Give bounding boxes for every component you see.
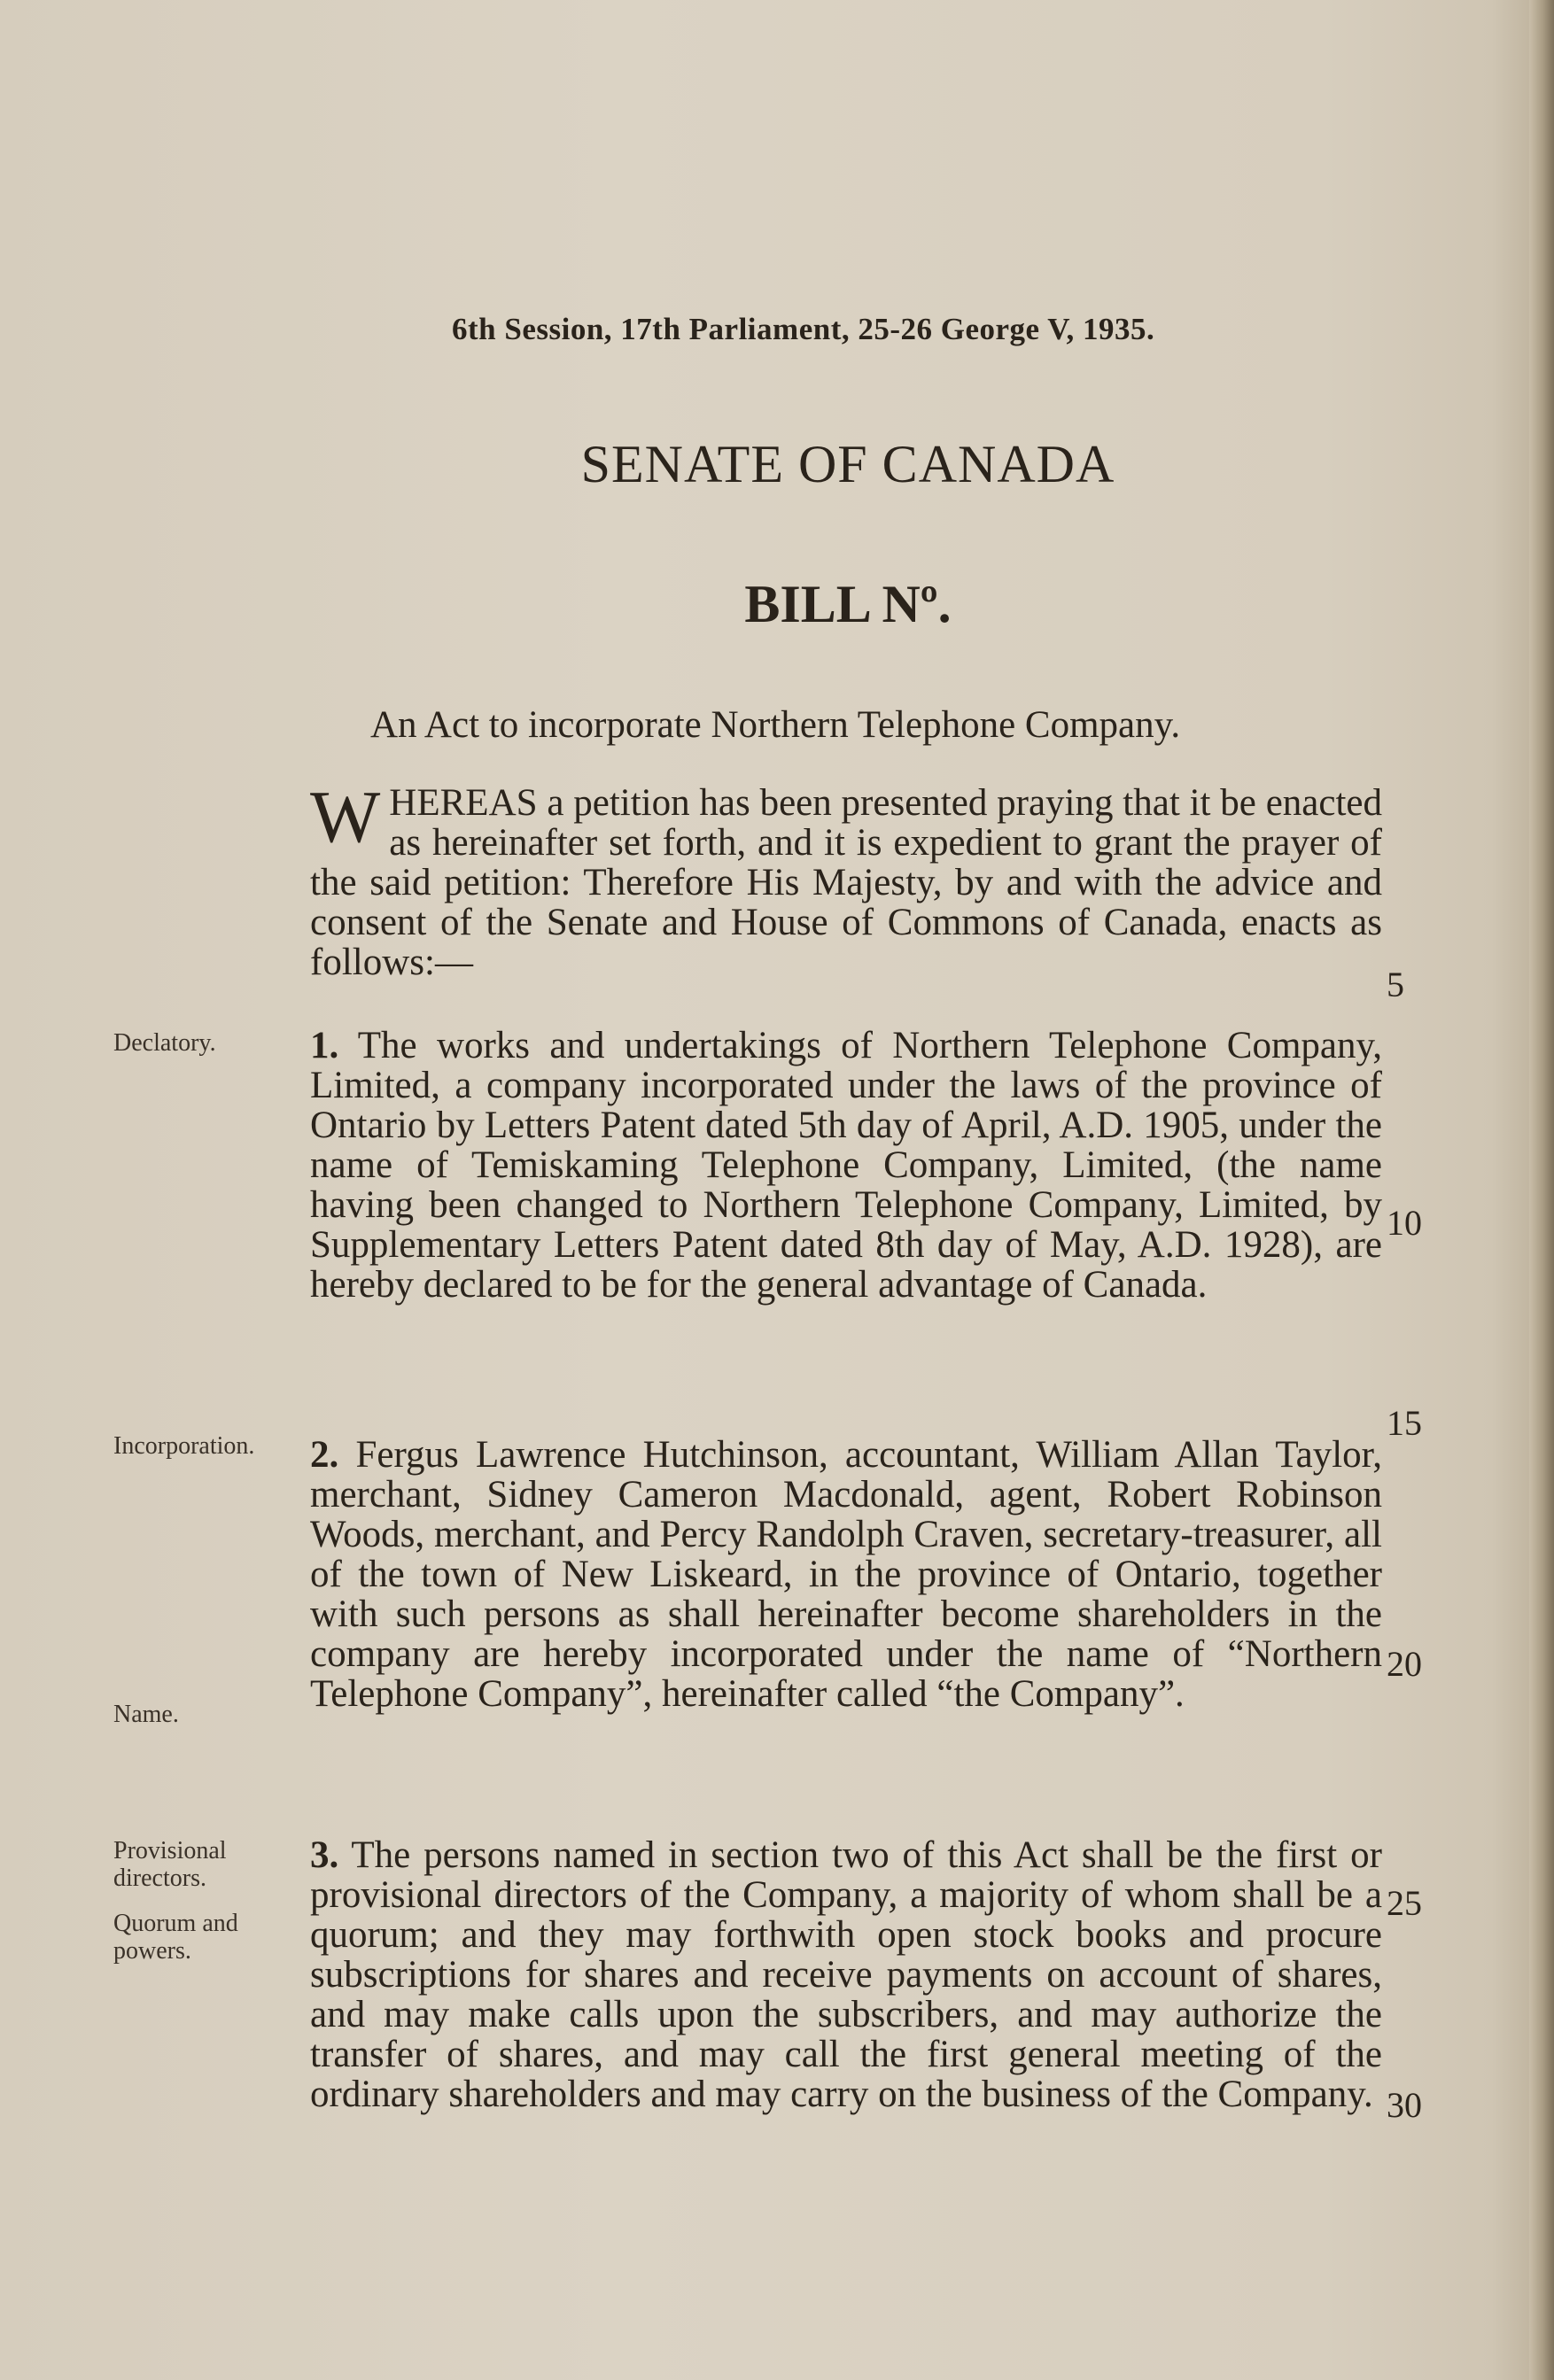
margin-note-incorporation: Incorporation.: [113, 1432, 255, 1460]
margin-note-provisional: Provisional directors.: [113, 1837, 227, 1892]
senate-heading: SENATE OF CANADA: [580, 435, 1115, 493]
section-2: [310, 1435, 1382, 1714]
section-1: [310, 1026, 1382, 1305]
section-text: The works and undertakings of Northern Telephone Company, Limited, a company incorporated under the laws of the province of Ontario by Letters Patent dated 5th day of April, A.D. 1905, under the name of Temiskaming Telephone Company, Limited, (the name having been changed to Northern Telephone Company, Limited, by Supplementary Letters Patent dated 8th day of May, A.D. 1928), are hereby declared to be for the general advantage of Canada.: [310, 1025, 1382, 1306]
line-number: 20: [1387, 1644, 1422, 1684]
preamble: [310, 776, 1382, 983]
line-number: 5: [1387, 965, 1404, 1004]
preamble-text: HEREAS a petition has been presented praying that it be enacted as hereinafter set forth, and it is expedient to grant the prayer of the said petition: Therefore His Majesty, by and with the advice and consent of the Senate and House of Commons of Canada, enacts as follows:—: [310, 782, 1382, 983]
dropcap-letter: W: [310, 776, 381, 858]
section-text: The persons named in section two of this Act shall be the first or provisional directors of the Company, a majority of whom shall be a quorum; and they may forthwith open stock books and procure subscriptions for shares and receive payments on account of shares, and may make calls upon the subscribers, and may authorize the transfer of shares, and may call the first general meeting of the ordinary shareholders and may carry on the business of the Company.: [310, 1834, 1382, 2115]
act-title: An Act to incorporate Northern Telephone Company.: [370, 704, 1181, 746]
line-number: 15: [1387, 1403, 1422, 1443]
line-number: 10: [1387, 1203, 1422, 1243]
section-number: 2.: [310, 1434, 339, 1476]
margin-note-quorum: Quorum and powers.: [113, 1910, 238, 1965]
section-number: 3.: [310, 1834, 339, 1876]
margin-note-name: Name.: [113, 1701, 179, 1728]
line-number: 30: [1387, 2085, 1422, 2125]
section-3: [310, 1835, 1382, 2114]
page-edge: [1529, 0, 1554, 2380]
section-number: 1.: [310, 1025, 339, 1066]
line-number: 25: [1387, 1883, 1422, 1923]
bill-number: BILL Nº.: [744, 575, 952, 633]
section-text: Fergus Lawrence Hutchinson, accountant, William Allan Taylor, merchant, Sidney Cameron Macdonald, agent, Robert Robinson Woods, merchant, and Percy Randolph Craven, secretary-treasurer, all of the town of New Liskeard, in the province of Ontario, together with such persons as shall hereinafter become shareholders in the company are hereby incorporated under the name of “Northern Telephone Company”, hereinafter called “the Company”.: [310, 1434, 1383, 1715]
margin-note-declatory: Declatory.: [113, 1029, 216, 1057]
session-header: 6th Session, 17th Parliament, 25-26 George V, 1935.: [452, 312, 1155, 346]
